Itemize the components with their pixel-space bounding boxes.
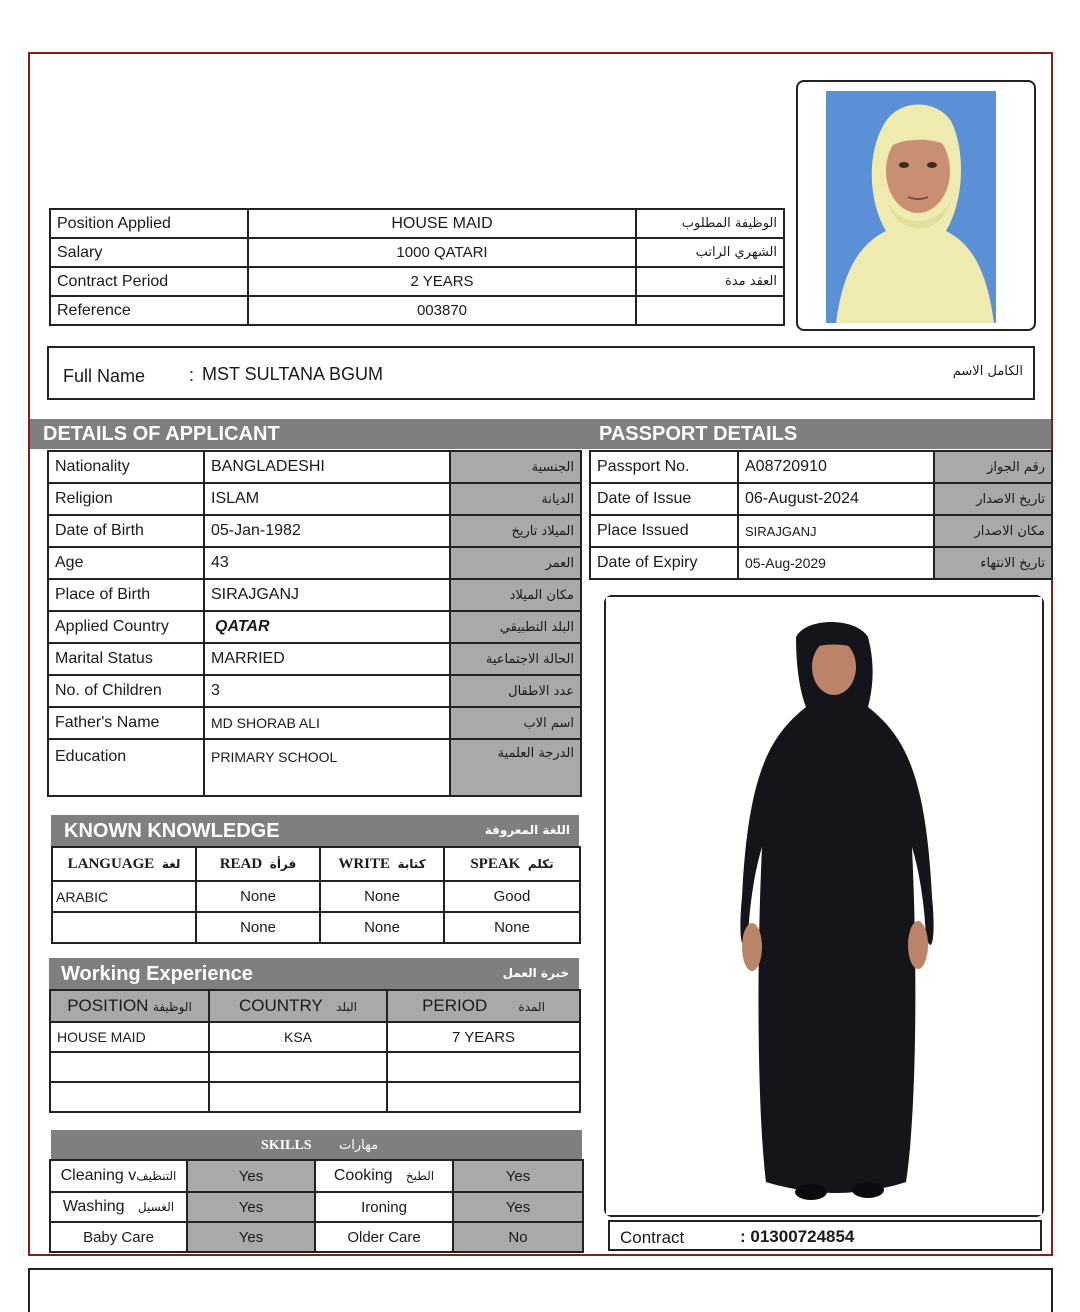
knowledge-language: ARABIC: [52, 881, 196, 912]
salary-label-ar: الشهري الراتب: [636, 238, 784, 267]
experience-position: [50, 1082, 209, 1112]
place-of-birth-label: Place of Birth: [48, 579, 204, 611]
position-label: Position Applied: [50, 209, 248, 238]
applied-country-row: [48, 611, 581, 643]
known-knowledge-title-ar: اللغة المعروفة: [484, 823, 570, 837]
skill-washing-value: Yes: [187, 1192, 315, 1222]
knowledge-read: None: [196, 881, 320, 912]
fathers-name-value: MD SHORAB ALI: [204, 707, 450, 739]
education-value: PRIMARY SCHOOL: [204, 739, 450, 796]
fathers-name-label-ar: اسم الاب: [450, 707, 581, 739]
place-issued-label-ar: مكان الاصدار: [934, 515, 1052, 547]
date-of-issue-label: Date of Issue: [590, 483, 738, 515]
age-value: 43: [204, 547, 450, 579]
skills-title-ar: مهارات: [339, 1138, 379, 1153]
section-header-bar: [30, 419, 1051, 449]
passport-no-label: Passport No.: [590, 451, 738, 483]
applied-country-value: QATAR: [204, 611, 450, 643]
knowledge-speak: Good: [444, 881, 580, 912]
date-of-expiry-label-ar: تاريخ الانتهاء: [934, 547, 1052, 579]
full-body-photo-frame: [604, 595, 1044, 1217]
applied-country-label: Applied Country: [48, 611, 204, 643]
contract-label: Contract: [620, 1228, 685, 1247]
full-body-photo: [606, 597, 1042, 1215]
marital-status-value: MARRIED: [204, 643, 450, 675]
passport-no-value: A08720910: [738, 451, 934, 483]
skill-cleaning: Cleaning vالتنظيف: [50, 1160, 187, 1192]
knowledge-speak: None: [444, 912, 580, 943]
bottom-box: [28, 1268, 1053, 1312]
salary-row: [50, 238, 784, 267]
experience-row: [50, 1052, 580, 1082]
date-of-birth-label: Date of Birth: [48, 515, 204, 547]
reference-value: 003870: [248, 296, 636, 325]
skills-row: [50, 1222, 583, 1252]
skill-older-care-value: No: [453, 1222, 583, 1252]
fathers-name-label: Father's Name: [48, 707, 204, 739]
working-experience-bar: [49, 958, 579, 989]
date-of-expiry-value: 05-Aug-2029: [738, 547, 934, 579]
skills-title: SKILLS: [261, 1138, 312, 1153]
passport-details-table: [589, 450, 1053, 580]
position-row: [50, 209, 784, 238]
salary-label: Salary: [50, 238, 248, 267]
applied-country-label-ar: البلد التطبيقي: [450, 611, 581, 643]
write-header: WRITE كتابة: [320, 847, 444, 881]
place-issued-value: SIRAJGANJ: [738, 515, 934, 547]
read-header: READ قرأة: [196, 847, 320, 881]
contract-period-label: Contract Period: [50, 267, 248, 296]
experience-country: [209, 1052, 387, 1082]
known-knowledge-title: KNOWN KNOWLEDGE: [64, 820, 280, 842]
date-of-birth-label-ar: الميلاد تاريخ: [450, 515, 581, 547]
position-value: HOUSE MAID: [248, 209, 636, 238]
experience-position: [50, 1052, 209, 1082]
place-of-birth-row: [48, 579, 581, 611]
knowledge-header-row: [52, 847, 580, 881]
experience-position: HOUSE MAID: [50, 1022, 209, 1052]
knowledge-write: None: [320, 912, 444, 943]
details-of-applicant-title: DETAILS OF APPLICANT: [43, 423, 280, 445]
position-label-ar: الوظيفة المطلوب: [636, 209, 784, 238]
religion-value: ISLAM: [204, 483, 450, 515]
date-of-issue-value: 06-August-2024: [738, 483, 934, 515]
nationality-row: [48, 451, 581, 483]
knowledge-row: [52, 881, 580, 912]
religion-label-ar: الديانة: [450, 483, 581, 515]
place-of-birth-value: SIRAJGANJ: [204, 579, 450, 611]
place-of-birth-label-ar: مكان الميلاد: [450, 579, 581, 611]
knowledge-write: None: [320, 881, 444, 912]
experience-header-row: [50, 990, 580, 1022]
nationality-value: BANGLADESHI: [204, 451, 450, 483]
experience-row: [50, 1022, 580, 1052]
experience-row: [50, 1082, 580, 1112]
country-header: COUNTRY البلد: [209, 990, 387, 1022]
marital-status-row: [48, 643, 581, 675]
children-value: 3: [204, 675, 450, 707]
education-row: [48, 739, 581, 796]
portrait-photo-frame: [796, 80, 1036, 331]
experience-country: [209, 1082, 387, 1112]
working-experience-title: Working Experience: [61, 963, 253, 985]
date-of-expiry-label: Date of Expiry: [590, 547, 738, 579]
experience-country: KSA: [209, 1022, 387, 1052]
skill-baby-care: Baby Care: [50, 1222, 187, 1252]
experience-period: 7 YEARS: [387, 1022, 580, 1052]
date-of-issue-label-ar: تاريخ الاصدار: [934, 483, 1052, 515]
age-row: [48, 547, 581, 579]
skill-older-care: Older Care: [315, 1222, 453, 1252]
experience-period: [387, 1052, 580, 1082]
religion-label: Religion: [48, 483, 204, 515]
children-label-ar: عدد الاطفال: [450, 675, 581, 707]
skills-row: [50, 1192, 583, 1222]
speak-header: SPEAK تكلم: [444, 847, 580, 881]
language-header: LANGUAGE لغة: [52, 847, 196, 881]
passport-no-label-ar: رقم الجواز: [934, 451, 1052, 483]
children-label: No. of Children: [48, 675, 204, 707]
skills-table: [49, 1159, 584, 1253]
age-label-ar: العمر: [450, 547, 581, 579]
skill-cooking: Cooking الطبخ: [315, 1160, 453, 1192]
skill-ironing-value: Yes: [453, 1192, 583, 1222]
known-knowledge-bar: [51, 815, 579, 846]
children-row: [48, 675, 581, 707]
nationality-label-ar: الجنسية: [450, 451, 581, 483]
working-experience-table: [49, 989, 581, 1113]
religion-row: [48, 483, 581, 515]
marital-status-label: Marital Status: [48, 643, 204, 675]
known-knowledge-table: [51, 846, 581, 944]
experience-period: [387, 1082, 580, 1112]
date-of-issue-row: [590, 483, 1052, 515]
full-name-box: [47, 346, 1035, 400]
place-issued-label: Place Issued: [590, 515, 738, 547]
period-header: PERIOD المدة: [387, 990, 580, 1022]
full-name-label-ar: الكامل الاسم: [952, 364, 1023, 379]
reference-label-ar: [636, 296, 784, 325]
skill-ironing: Ironing: [315, 1192, 453, 1222]
age-label: Age: [48, 547, 204, 579]
reference-row: [50, 296, 784, 325]
date-of-birth-value: 05-Jan-1982: [204, 515, 450, 547]
date-of-expiry-row: [590, 547, 1052, 579]
position-table: [49, 208, 785, 326]
fathers-name-row: [48, 707, 581, 739]
marital-status-label-ar: الحالة الاجتماعية: [450, 643, 581, 675]
position-header: POSITION الوظيفة: [50, 990, 209, 1022]
date-of-birth-row: [48, 515, 581, 547]
contract-period-row: [50, 267, 784, 296]
skill-cooking-value: Yes: [453, 1160, 583, 1192]
full-name-label: Full Name: [63, 366, 146, 386]
contract-period-value: 2 YEARS: [248, 267, 636, 296]
knowledge-language: [52, 912, 196, 943]
skills-bar: [51, 1130, 582, 1159]
place-issued-row: [590, 515, 1052, 547]
contract-value: : 01300724854: [740, 1227, 855, 1246]
full-name-value: MST SULTANA BGUM: [202, 364, 384, 384]
passport-details-title: PASSPORT DETAILS: [599, 423, 798, 445]
portrait-photo: [826, 91, 996, 323]
reference-label: Reference: [50, 296, 248, 325]
education-label: Education: [48, 739, 204, 796]
nationality-label: Nationality: [48, 451, 204, 483]
full-name-colon: :: [189, 365, 195, 385]
knowledge-row: [52, 912, 580, 943]
passport-no-row: [590, 451, 1052, 483]
salary-value: 1000 QATARI: [248, 238, 636, 267]
applicant-details-table: [47, 450, 582, 797]
contract-box: [608, 1220, 1042, 1251]
education-label-ar: الدرجة العلمية: [450, 739, 581, 796]
skill-baby-care-value: Yes: [187, 1222, 315, 1252]
skills-row: [50, 1160, 583, 1192]
skill-washing: Washing الغسيل: [50, 1192, 187, 1222]
skill-cleaning-value: Yes: [187, 1160, 315, 1192]
contract-period-label-ar: العقد مدة: [636, 267, 784, 296]
working-experience-title-ar: خبرة العمل: [502, 966, 569, 980]
knowledge-read: None: [196, 912, 320, 943]
